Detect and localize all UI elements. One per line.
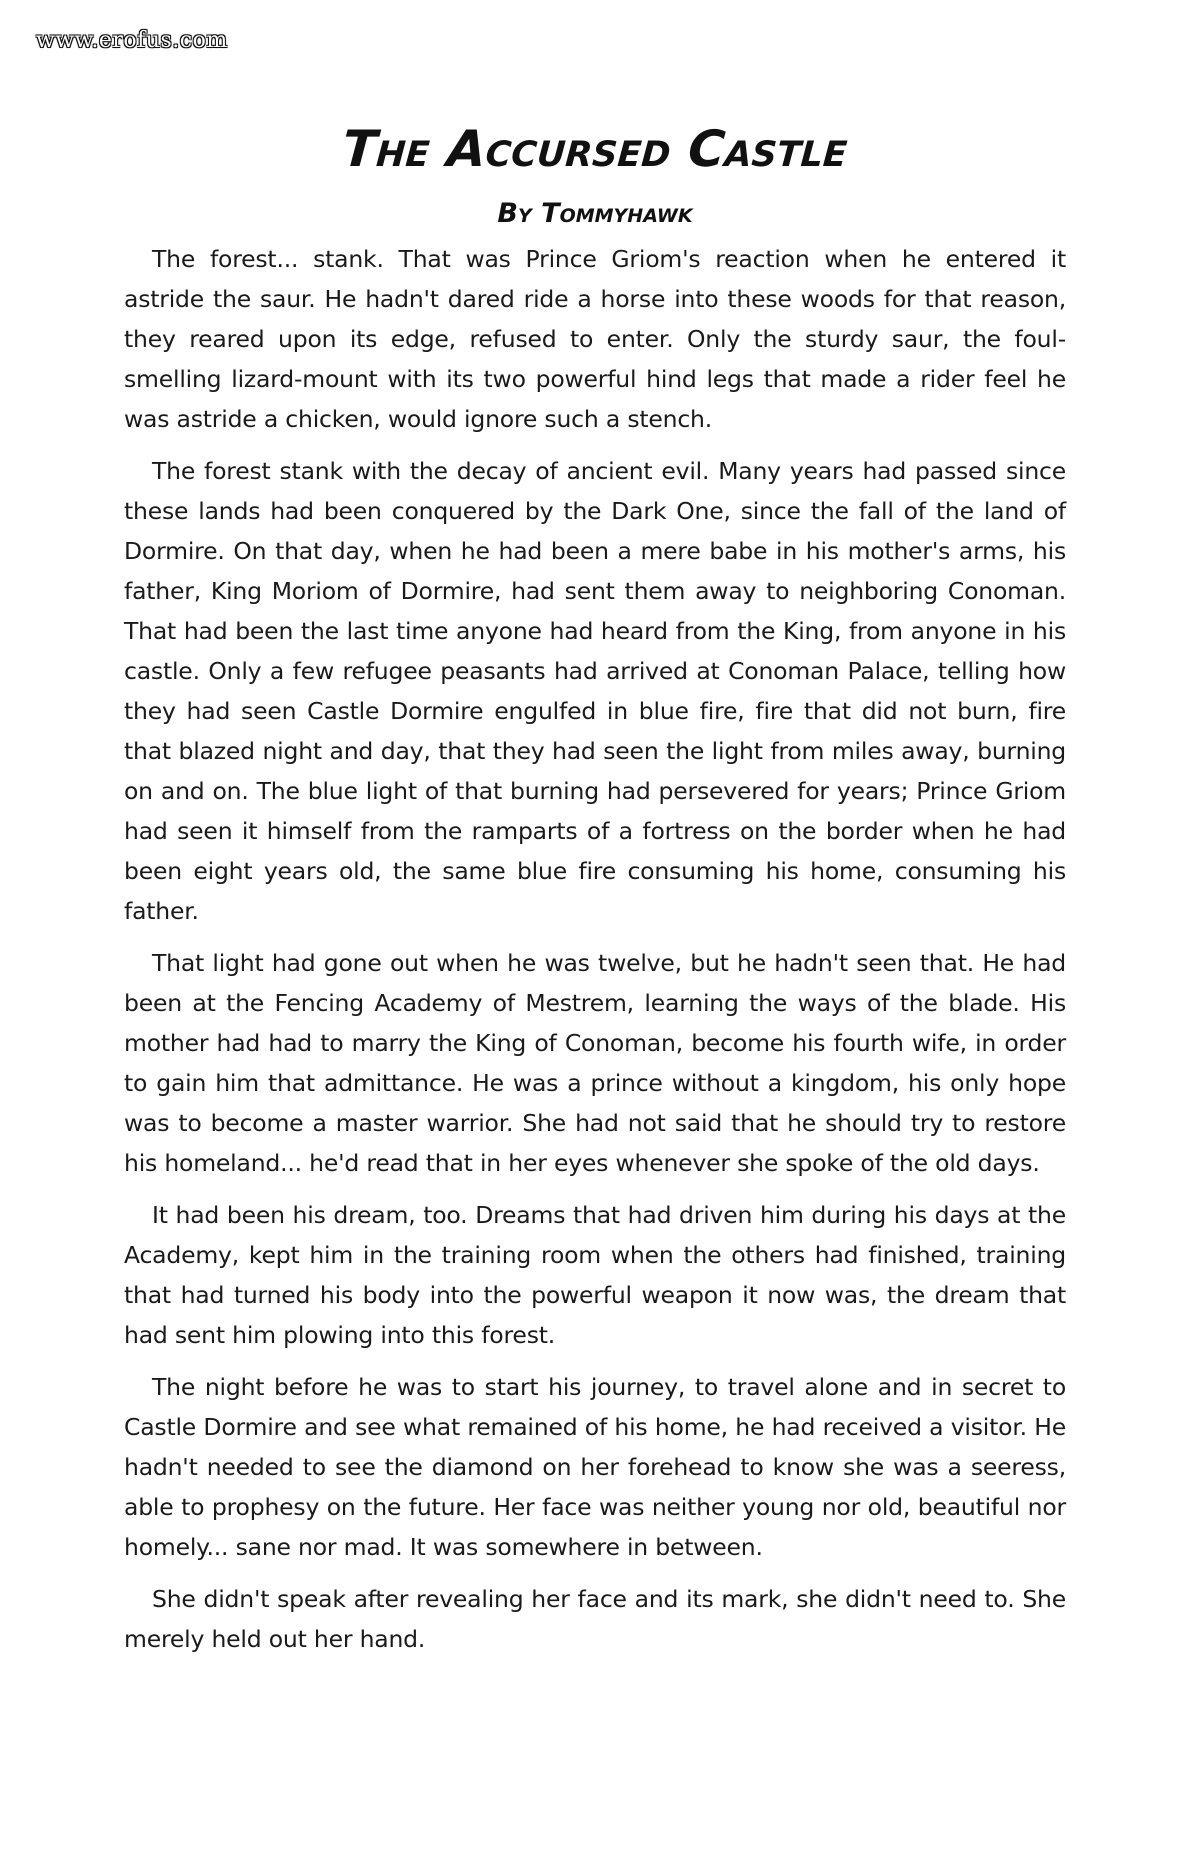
watermark-text: www.erofus.com <box>36 28 228 53</box>
story-title: The Accursed Castle <box>340 120 850 178</box>
story-paragraph: The forest stank with the decay of ancient evil. Many years had passed since these lands had been conquered by the Dark One, since the fall of the land of Dormire. On that day, when he had been a mere babe in his mother's arms, his father, King Moriom of Dormire, had sent them away to neighboring Conoman. That had been the last time anyone had heard from the King, from anyone in his castle. Only a few refugee peasants had arrived at Conoman Palace, telling how they had seen Castle Dormire engulfed in blue fire, fire that did not burn, fire that blazed night and day, that they had seen the light from miles away, burning on and on. The blue light of that burning had persevered for years; Prince Griom had seen it himself from the ramparts of a fortress on the border when he had been eight years old, the same blue fire consuming his home, consuming his father. <box>124 457 1066 925</box>
story-paragraph: It had been his dream, too. Dreams that had driven him during his days at the Academy, kept him in the training room when the others had finished, training that had turned his body into the powerful weapon it now was, the dream that had sent him plowing into this forest. <box>124 1201 1066 1349</box>
story-paragraph: The forest... stank. That was Prince Griom's reaction when he entered it astride the saur. He hadn't dared ride a horse into these woods for that reason, they reared upon its edge, refused to enter. Only the sturdy saur, the foul-smelling lizard-mount with its two powerful hind legs that made a rider feel he was astride a chicken, would ignore such a stench. <box>124 245 1066 433</box>
story-byline: By Tommyhawk <box>497 198 693 229</box>
story-paragraph: The night before he was to start his journey, to travel alone and in secret to Castle Dormire and see what remained of his home, he had received a visitor. He hadn't needed to see the diamond on her forehead to know she was a seeress, able to prophesy on the future. Her face was neither young nor old, beautiful nor homely... sane nor mad. It was somewhere in between. <box>124 1373 1066 1561</box>
story-paragraph: She didn't speak after revealing her face and its mark, she didn't need to. She merely held out her hand. <box>124 1585 1066 1653</box>
story-page <box>124 120 1066 1671</box>
story-paragraph: That light had gone out when he was twelve, but he hadn't seen that. He had been at the Fencing Academy of Mestrem, learning the ways of the blade. His mother had had to marry the King of Conoman, become his fourth wife, in order to gain him that admittance. He was a prince without a kingdom, his only hope was to become a master warrior. She had not said that he should try to restore his homeland... he'd read that in her eyes whenever she spoke of the old days. <box>124 949 1066 1177</box>
